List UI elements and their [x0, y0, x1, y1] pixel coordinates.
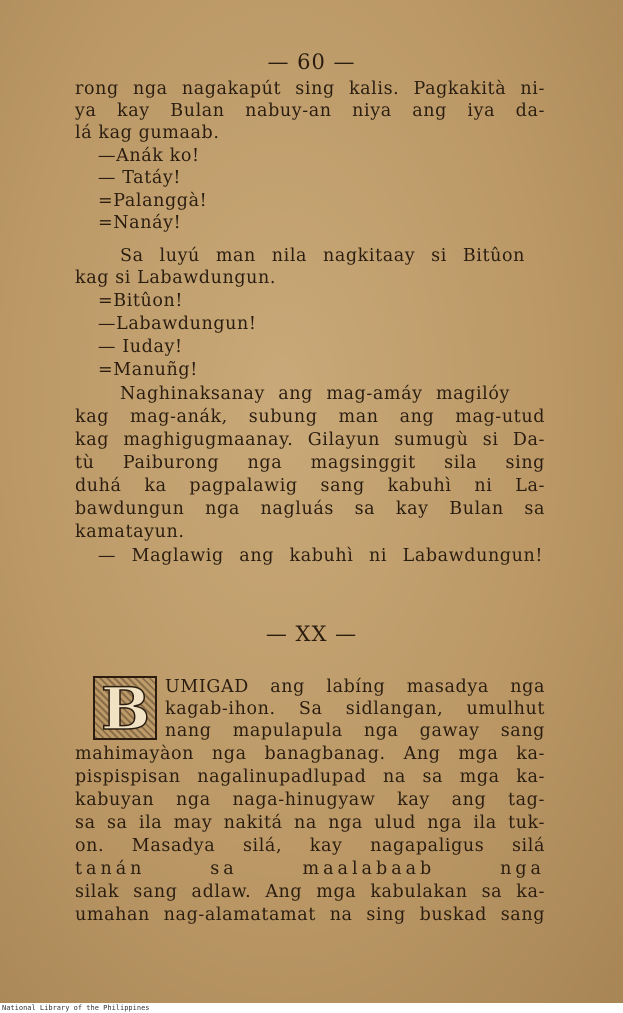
drop-cap-letter: B [101, 675, 151, 743]
text-line: mahimayàon nga banagbanag. Ang mga ka- [75, 744, 545, 764]
text-line: kag maghigugmaanay. Gilayun sumugù si Da- [75, 430, 545, 450]
text-line: kamatayun. [75, 522, 185, 542]
text-line: umahan nag-alamatamat na sing buskad sang [75, 905, 545, 925]
dialogue-line: — Tatáy! [98, 168, 181, 188]
dialogue-line: —Labawdungun! [98, 314, 257, 334]
text-line: kagab-ihon. Sa sidlangan, umulhut [165, 699, 545, 719]
dialogue-line: =Bitûon! [98, 291, 184, 311]
text-line: kag si Labawdungun. [75, 268, 277, 288]
dialogue-line: =Nanáy! [98, 213, 182, 233]
text-line: sa sa ila may nakitá na nga ulud nga ila tuk- [75, 813, 545, 833]
drop-cap-ornament [93, 675, 157, 743]
text-line: tanán sa maalabaab nga [75, 859, 545, 879]
footer-credit: National Library of the Philippines [2, 1004, 150, 1012]
page-number: — 60 — [267, 50, 356, 74]
text-line: tù Paiburong nga magsinggit sila sing [75, 453, 545, 473]
text-line: on. Masadya silá, kay nagapaligus silá [75, 836, 545, 856]
text-line: silak sang adlaw. Ang mga kabulakan sa ka- [75, 882, 545, 902]
text-line: kabuyan nga naga-hinugyaw kay ang tag- [75, 790, 545, 810]
text-line: lá kag gumaab. [75, 123, 220, 143]
text-line: kag mag-anák, subung man ang mag-utud [75, 407, 545, 427]
text-line: duhá ka pagpalawig sang kabuhì ni La- [75, 476, 545, 496]
text-line: Naghinaksanay ang mag-amáy magilóy [120, 384, 510, 404]
dialogue-line: =Palanggà! [98, 191, 208, 211]
text-line: ya kay Bulan nabuy-an niya ang iya da- [75, 101, 545, 121]
text-line: Sa luyú man nila nagkitaay si Bitûon [120, 246, 525, 266]
dialogue-line: —Anák ko! [98, 146, 200, 166]
chapter-heading: — XX — [265, 622, 358, 646]
text-line: UMIGAD ang labíng masadya nga [165, 677, 545, 697]
text-line: nang mapulapula nga gaway sang [165, 721, 545, 741]
dialogue-line: — Maglawig ang kabuhì ni Labawdungun! [98, 546, 543, 566]
text-line: rong nga nagakapút sing kalis. Pagkakità ni- [75, 79, 545, 99]
text-line: pispispisan nagalinupadlupad na sa mga ka- [75, 767, 545, 787]
dialogue-line: =Manuñg! [98, 360, 198, 380]
dialogue-line: — Iuday! [98, 337, 183, 357]
text-line: bawdungun nga nagluás sa kay Bulan sa [75, 499, 545, 519]
